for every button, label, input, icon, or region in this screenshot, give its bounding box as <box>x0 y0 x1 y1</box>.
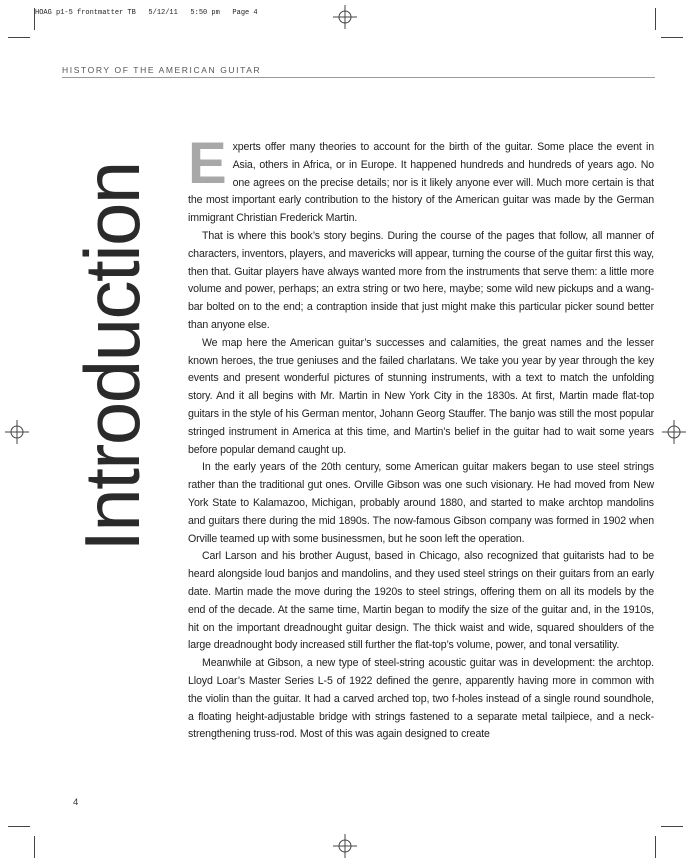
crop-mark-top-right-h <box>661 37 683 38</box>
crop-mark-bottom-right-h <box>661 826 683 827</box>
page-number: 4 <box>73 797 79 808</box>
crop-mark-top-left-v <box>34 8 35 30</box>
header-rule <box>62 77 655 78</box>
registration-mark-left-icon <box>5 420 29 444</box>
crop-mark-top-left-h <box>8 37 30 38</box>
paragraph-4: In the early years of the 20th century, some American guitar makers began to use steel strings rather than the traditional gut ones. Orville Gibson was one such visionary. He had moved from New York State to Kalamazoo, Michigan, probably around 1880, and started to make archtop mandolins and guitars there during the mid 1890s. The now-famous Gibson company was formed in 1902 when Orville teamed up with some businessmen, but he soon left the operation. <box>188 461 654 545</box>
printer-slug: HOAG p1-5 frontmatter TB 5/12/11 5:50 pm Page 4 <box>35 9 258 17</box>
crop-mark-bottom-right-v <box>655 836 656 858</box>
registration-mark-right-icon <box>662 420 686 444</box>
registration-mark-top-icon <box>333 5 357 29</box>
section-title-wrap <box>64 137 160 577</box>
drop-cap: E <box>188 131 227 196</box>
crop-mark-bottom-left-v <box>34 836 35 858</box>
body-text <box>188 131 654 744</box>
paragraph-5: Carl Larson and his brother August, based in Chicago, also recognized that guitarists had to be heard alongside loud banjos and mandolins, and they used steel strings on their guitars from an early date. Martin made the move during the 1920s to steel strings, offering them on all its models by the end of the decade. At the same time, Martin began to modify the size of the guitar and, in the 1910s, hit on the important dreadnought guitar design. The thick waist and wide, squared shoulders of the large dreadnought body increased still further the flat-top’s volume, power, and tonal versatility. <box>188 550 654 652</box>
paragraph-3: We map here the American guitar’s successes and calamities, the great names and the lesser known heroes, the true geniuses and the failed charlatans. We take you year by year through the key events and present wonderful pictures of stunning instruments, with a text to match the unfolding story. And it all begins with Mr. Martin in New York City in the 1830s. At first, Martin made flat-top guitars in the style of his German mentor, Johann Georg Stauffer. The banjo was still the most popular stringed instrument in America at this time, and Martin’s belief in the guitar had to wait some years before popular demand caught up. <box>188 336 654 456</box>
running-header: HISTORY OF THE AMERICAN GUITAR <box>62 65 262 75</box>
paragraph-1 <box>188 131 654 228</box>
section-title: Introduction <box>68 162 156 552</box>
paragraph-6: Meanwhile at Gibson, a new type of steel-string acoustic guitar was in development: the archtop. Lloyd Loar’s Master Series L-5 of 1922 defined the genre, apparently having more in common with the violin than the guitar. It had a carved arched top, two f-holes instead of a single round soundhole, a floating height-adjustable bridge with strings fastened to a separate metal tailpiece, and a neck-strengthening truss-rod. Most of this was again designed to create <box>188 657 654 741</box>
crop-mark-top-right-v <box>655 8 656 30</box>
paragraph-2: That is where this book’s story begins. During the course of the pages that follow, all manner of characters, inventors, players, and mavericks will appear, turning the course of the guitar first this way, then that. Guitar players have always wanted more from the instruments that serve them: a little more volume and power, perhaps; an extra string or two here, maybe; some wild new pickups and a wang-bar bolted on to the end; a contraption inside that just might make this particular picker sound better than anyone else. <box>188 229 654 331</box>
registration-mark-bottom-icon <box>333 834 357 858</box>
paragraph-1-text: xperts offer many theories to account for the birth of the guitar. Some place the event in Asia, others in Africa, or in Europe. It happened hundreds and hundreds of years ago. No one agrees on the precise details; nor is it likely anyone ever will. Much more certain is that the most important early contribution to the history of the American guitar was made by the German immigrant Christian Frederick Martin. <box>188 141 654 225</box>
crop-mark-bottom-left-h <box>8 826 30 827</box>
